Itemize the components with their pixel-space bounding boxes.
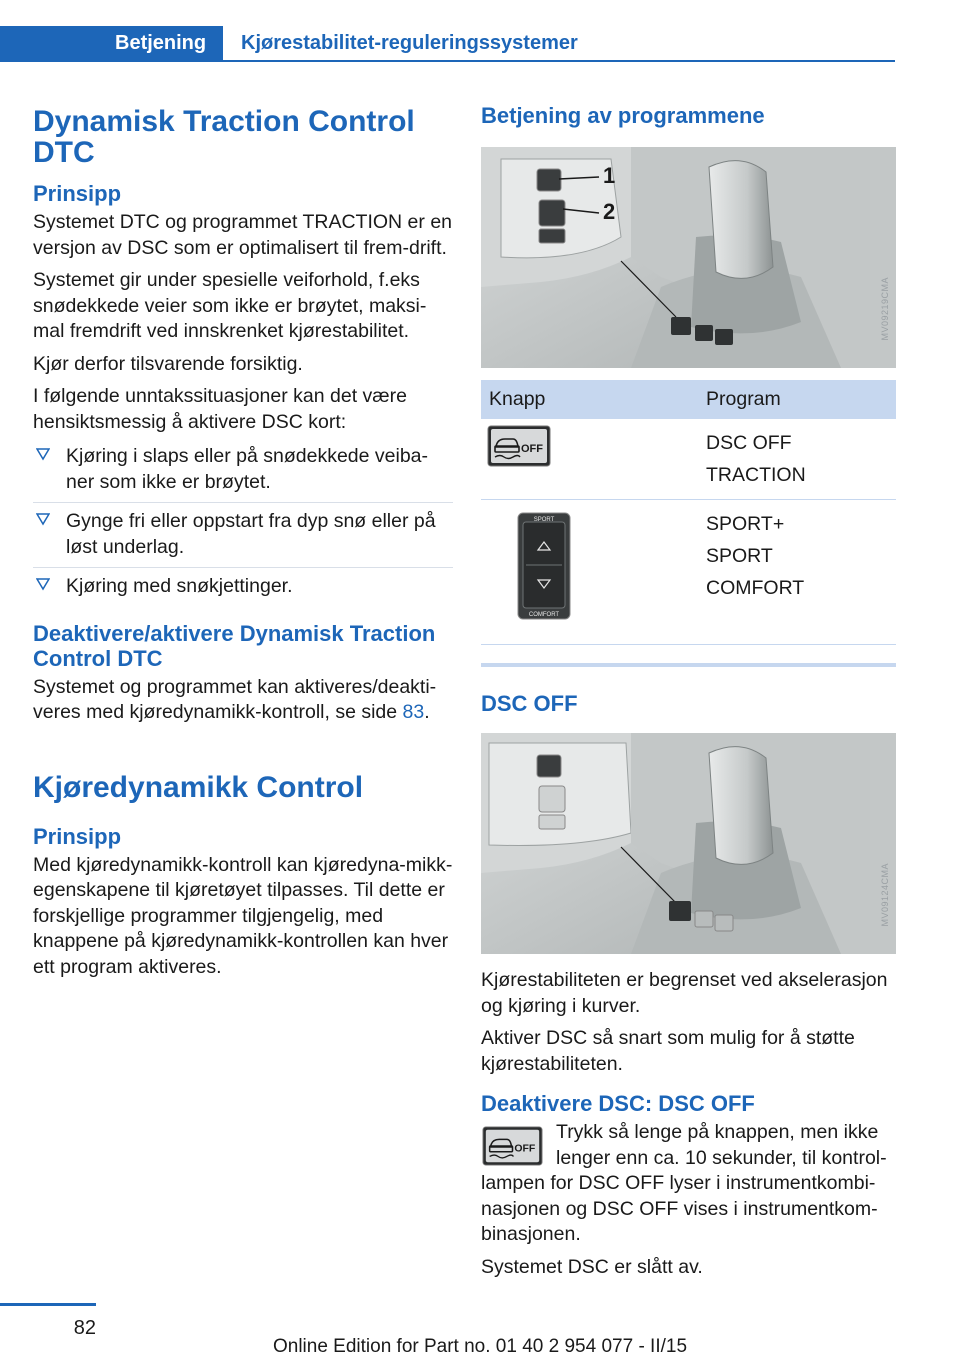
list-item-text: Kjøring i slaps eller på snødekkede veiba‐ner som ikke er brøytet.: [66, 445, 429, 493]
dsc-off-icon-label: OFF: [514, 1143, 536, 1155]
page-header: [0, 0, 960, 62]
list-item-text: Gynge fri eller oppstart fra dyp snø eller på løst underlag.: [66, 510, 436, 558]
callout-1: 1: [603, 163, 616, 188]
image-code: MV09219CMA: [880, 277, 890, 341]
table-row: [481, 419, 896, 500]
paragraph-text: Systemet og programmet kan aktiveres/deakti‐veres med kjøredynamikk-kontroll, se side: [33, 675, 437, 723]
dsc-off-instruction: [481, 1120, 896, 1248]
console-photo: [481, 147, 896, 368]
heading-dsc-off: DSC OFF: [481, 691, 578, 716]
header-rule: [0, 60, 895, 62]
program-dsc-off: DSC OFF: [706, 432, 792, 454]
paragraph: [33, 675, 453, 726]
paragraph: I følgende unntakssituasjoner kan det være hensiktsmessig å aktivere DSC kort:: [33, 385, 407, 433]
left-column: [33, 100, 453, 980]
heading-prinsipp: Prinsipp: [33, 181, 122, 206]
gear-lever-illustration: [481, 147, 896, 368]
table-row: [481, 500, 896, 645]
paragraph: Med kjøredynamikk-kontroll kan kjøredyna‐mikk-egenskapene til kjøretøyet tilpasses. Til dette er forskjellige programmer tilgjengelig, med knappene på kjøredynamikk-kontrollen kan hver ett program aktiveres.: [33, 853, 453, 978]
dsc-off-icon-label: OFF: [521, 443, 543, 455]
comfort-label: COMFORT: [528, 612, 560, 618]
image-code: MV09124CMA: [880, 863, 890, 927]
table-bottom-rule: [481, 663, 896, 667]
col-program: Program: [698, 380, 896, 419]
paragraph: Aktiver DSC så snart som mulig for å støtte kjørestabiliteten.: [481, 1027, 855, 1075]
button-cell: [481, 500, 698, 645]
gear-lever-illustration: [481, 733, 896, 954]
footer-edition: Online Edition for Part no. 01 40 2 954 077 - II/15: [272, 1336, 688, 1357]
button-cell: [481, 419, 698, 500]
sport-label: SPORT: [533, 517, 555, 523]
paragraph: Systemet DSC er slått av.: [481, 1255, 703, 1278]
list-item: [33, 438, 453, 503]
program-cell: [698, 500, 896, 645]
triangle-bullet-icon: [36, 447, 50, 461]
dsc-off-icon: [481, 1126, 544, 1166]
right-column: [481, 100, 896, 1280]
program-traction: TRACTION: [706, 464, 806, 486]
page-number: 82: [73, 1317, 96, 1339]
section-title: Kjøredynamikk Control: [33, 770, 364, 804]
heading-deaktivere-dtc: Deaktivere/aktivere Dynamisk Traction Control DTC: [33, 620, 436, 671]
paragraph: Kjørestabiliteten er begrenset ved akselerasjon og kjøring i kurver.: [481, 969, 888, 1017]
section-tab[interactable]: Betjening: [0, 26, 223, 62]
heading-prinsipp: Prinsipp: [33, 823, 122, 849]
footer-rule: [0, 1303, 96, 1306]
triangle-bullet-icon: [36, 512, 50, 526]
paragraph-suffix: .: [424, 701, 430, 723]
list-item: [33, 568, 453, 607]
paragraph: Systemet DTC og programmet TRACTION er en versjon av DSC som er optimalisert til frem‐drift.: [33, 211, 453, 259]
program-comfort: COMFORT: [706, 577, 805, 599]
program-sport: SPORT: [706, 545, 773, 567]
console-photo-dsc-off: [481, 733, 896, 954]
heading-deaktivere-dsc: Deaktivere DSC: DSC OFF: [481, 1091, 755, 1116]
table-header-row: [481, 380, 896, 419]
breadcrumb[interactable]: Kjørestabilitet-reguleringssystemer: [241, 32, 578, 54]
list-item-text: Kjøring med snøkjettinger.: [66, 575, 293, 597]
dsc-off-icon: [487, 425, 551, 467]
page-link[interactable]: 83: [402, 701, 425, 723]
triangle-bullet-icon: [36, 577, 50, 591]
program-table: [481, 380, 896, 645]
paragraph: Systemet gir under spesielle veiforhold, f.eks snødekkede veier som ikke er brøytet, maksi‐mal fremdrift ved innskrenket kjørestabilitet.: [33, 269, 427, 342]
sport-comfort-switch-icon: [517, 512, 571, 620]
callout-2: 2: [603, 199, 616, 224]
page-title: Dynamisk Traction Control DTC: [33, 105, 415, 169]
program-cell: [698, 419, 896, 500]
program-sport-plus: SPORT+: [706, 513, 785, 535]
list-item: [33, 503, 453, 568]
heading-betjening: Betjening av programmene: [481, 103, 765, 128]
paragraph: Kjør derfor tilsvarende forsiktig.: [33, 352, 303, 375]
bullet-list: [33, 438, 453, 607]
col-knapp: Knapp: [481, 380, 698, 419]
paragraph: Trykk så lenge på knappen, men ikke lenger enn ca. 10 sekunder, til kontrol‐lampen for DSC OFF lyser i instrumentkombi‐nasjonen og DSC OFF vises i instrumentkom‐binasjonen.: [481, 1121, 887, 1245]
